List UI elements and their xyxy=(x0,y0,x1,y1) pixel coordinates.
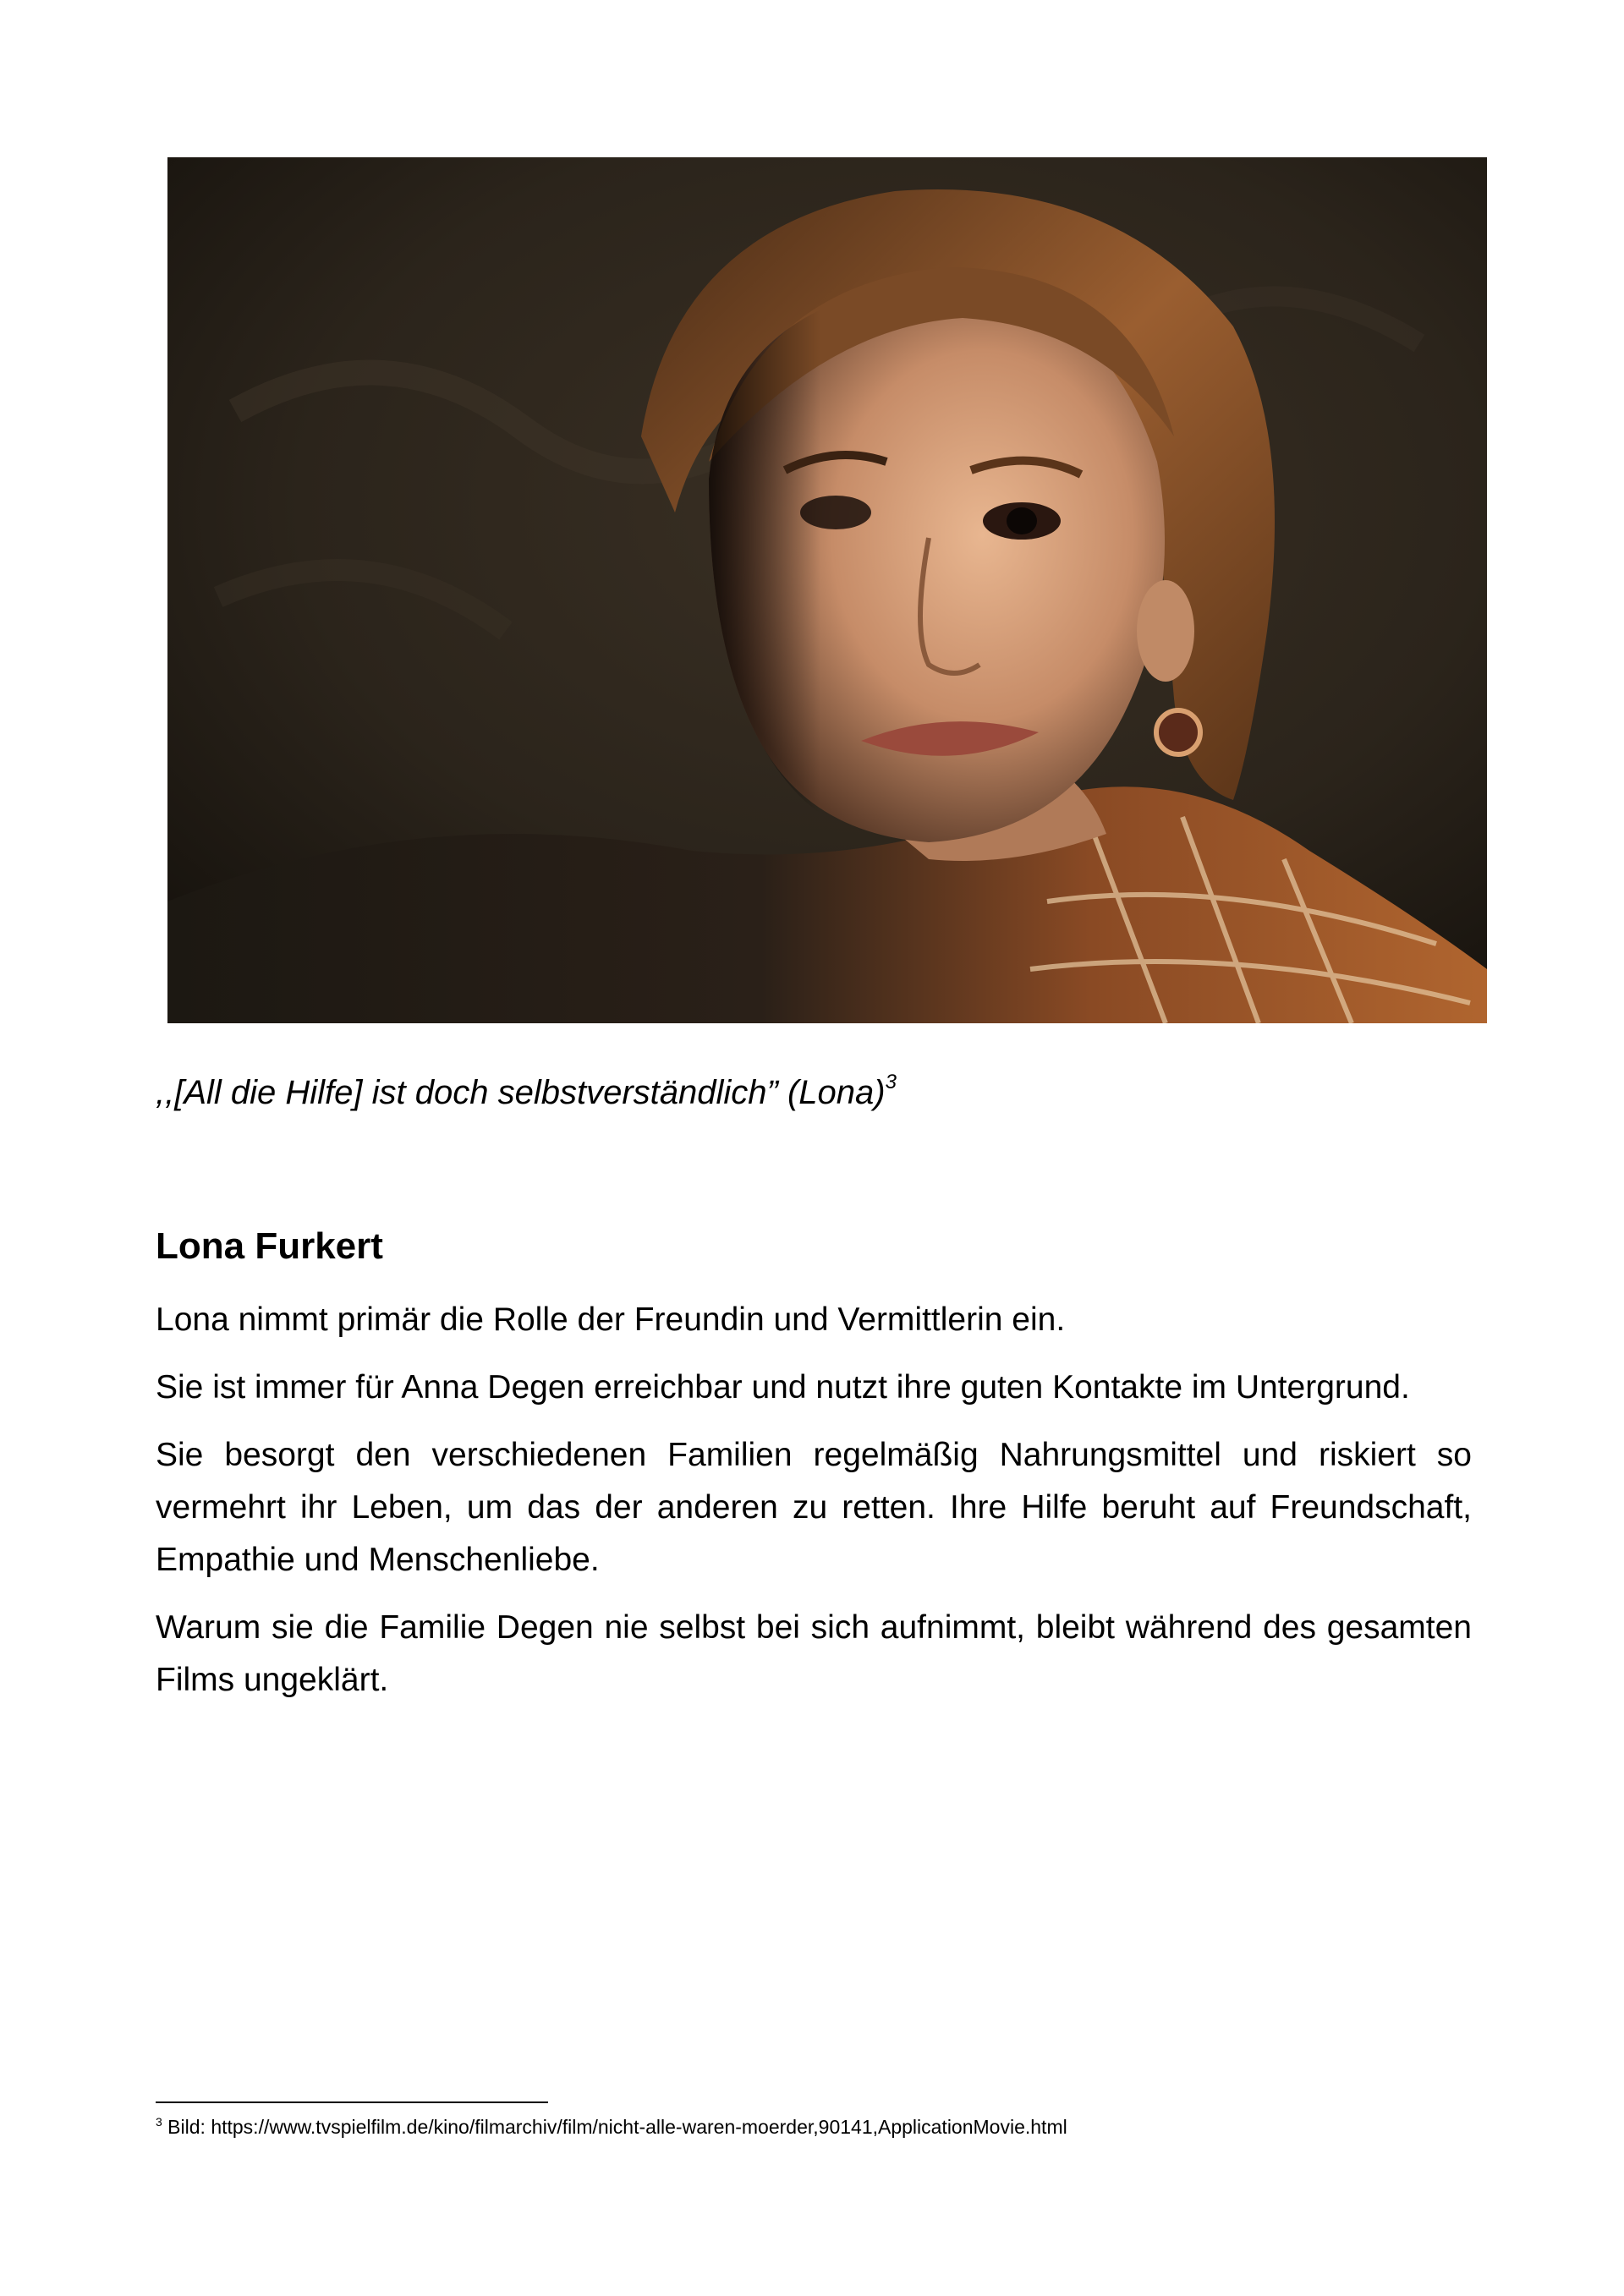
footnote-marker: 3 xyxy=(156,2115,162,2129)
paragraph: Warum sie die Familie Degen nie selbst bei sich aufnimmt, bleibt während des gesamten Films ungeklärt. xyxy=(156,1609,1472,1698)
footnote-separator xyxy=(156,2101,548,2103)
footnote xyxy=(156,2116,1067,2140)
section-body xyxy=(156,1294,1472,1722)
paragraph: Sie ist immer für Anna Degen erreichbar und nutzt ihre guten Kontakte im Untergrund. xyxy=(156,1369,1410,1406)
photo-quote xyxy=(156,1072,897,1113)
quote-text: ,,[All die Hilfe] ist doch selbstverständlich” (Lona) xyxy=(156,1074,886,1111)
paragraph: Sie besorgt den verschiedenen Familien regelmäßig Nahrungsmittel und riskiert so vermehrt ihr Leben, um das der anderen zu retten. Ihre Hilfe beruht auf Freundschaft, Empathie und Menschenliebe. xyxy=(156,1437,1472,1578)
section-heading: Lona Furkert xyxy=(156,1225,383,1267)
footnote-text: Bild: https://www.tvspielfilm.de/kino/filmarchiv/film/nicht-alle-waren-moerder,90141,ApplicationMovie.html xyxy=(162,2116,1067,2138)
paragraph: Lona nimmt primär die Rolle der Freundin und Vermittlerin ein. xyxy=(156,1301,1066,1338)
portrait-photo xyxy=(167,157,1487,1023)
quote-footnote-ref[interactable]: 3 xyxy=(885,1071,897,1093)
portrait-illustration xyxy=(167,157,1487,1023)
